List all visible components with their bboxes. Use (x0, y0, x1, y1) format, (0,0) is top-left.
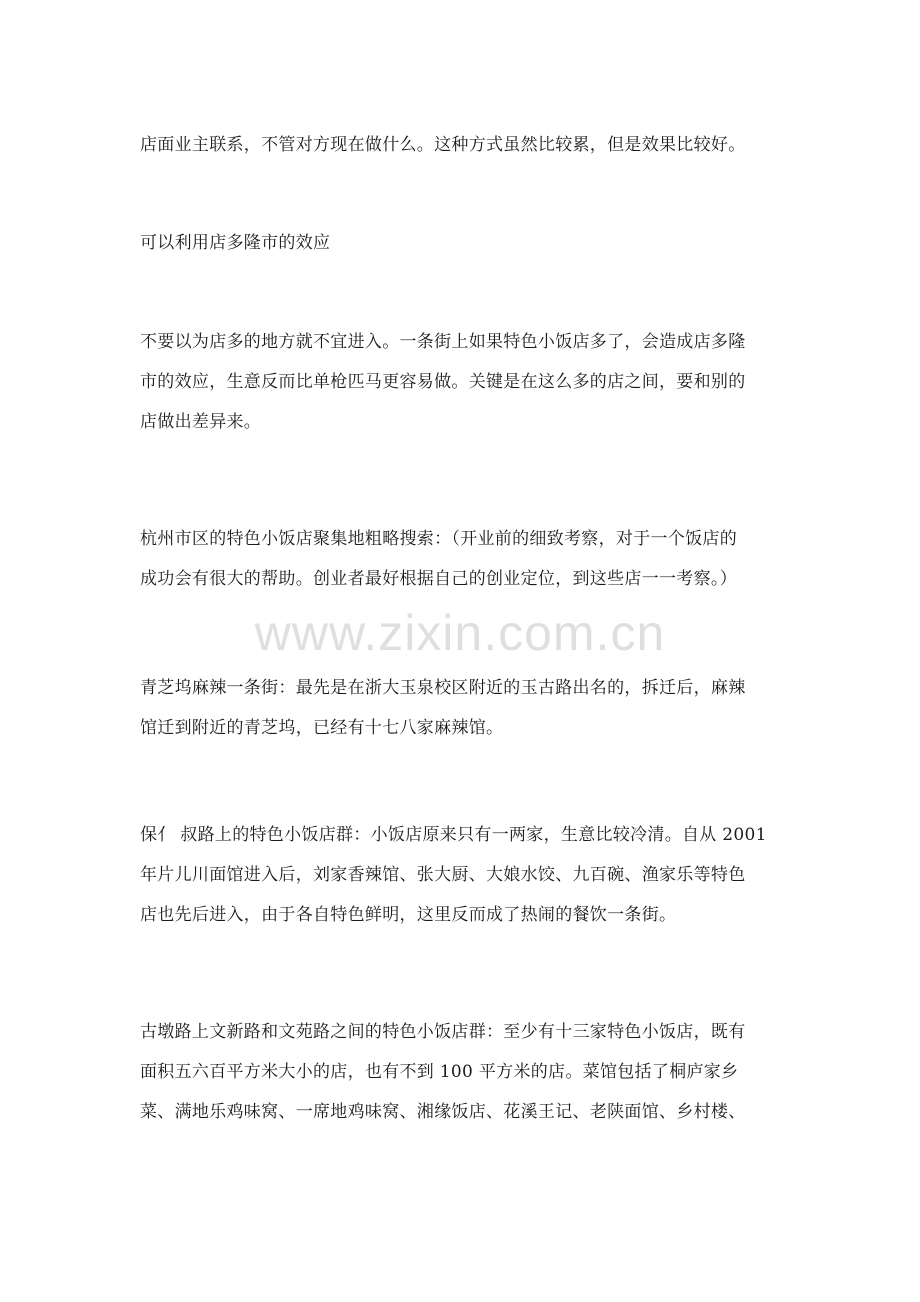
text-line: 菜、满地乐鸡味窝、一席地鸡味窝、湘缘饭店、花溪王记、老陕面馆、乡村楼、 (140, 1102, 746, 1122)
paragraph-cluster-effect (140, 322, 800, 442)
text-line: 青芝坞麻辣一条街：最先是在浙大玉泉校区附近的玉古路出名的，拆迁后，麻辣 (140, 678, 746, 698)
text-line: 年片儿川面馆进入后，刘家香辣馆、张大厨、大娘水饺、九百碗、渔家乐等特色 (140, 865, 746, 885)
text-line: 面积五六百平方米大小的店，也有不到 100 平方米的店。菜馆包括了桐庐家乡 (140, 1062, 739, 1082)
watermark: www.zixin.com.cn (254, 605, 666, 661)
text-line: 馆迁到附近的青芝坞，已经有十七八家麻辣馆。 (140, 718, 504, 738)
text-line: 店做出差异来。 (140, 412, 262, 432)
text-line: 成功会有很大的帮助。创业者最好根据自己的创业定位，到这些店一一考察。） (140, 569, 737, 589)
paragraph-contact-owner (140, 125, 800, 165)
paragraph-qingzhiwu (140, 668, 800, 748)
paragraph-gudun-road (140, 1012, 800, 1132)
paragraph-hangzhou-survey (140, 519, 800, 599)
text-line: 不要以为店多的地方就不宜进入。一条街上如果特色小饭店多了，会造成店多隆 (140, 332, 746, 352)
text-line: 可以利用店多隆市的效应 (140, 233, 331, 253)
text-line: 店面业主联系，不管对方现在做什么。这种方式虽然比较累，但是效果比较好。 (140, 135, 746, 155)
text-line: 保亻 叔路上的特色小饭店群：小饭店原来只有一两家，生意比较冷清。自从 2001 (140, 825, 767, 845)
text-line: 市的效应，生意反而比单枪匹马更容易做。关键是在这么多的店之间，要和别的 (140, 372, 746, 392)
text-line: 店也先后进入，由于各自特色鲜明，这里反而成了热闹的餐饮一条街。 (140, 905, 677, 925)
text-line: 古墩路上文新路和文苑路之间的特色小饭店群：至少有十三家特色小饭店，既有 (140, 1022, 746, 1042)
text-line: 杭州市区的特色小饭店聚集地粗略搜索：（开业前的细致考察，对于一个饭店的 (140, 529, 737, 549)
paragraph-baoshu-road (140, 815, 800, 935)
section-heading-cluster-effect (140, 223, 800, 263)
